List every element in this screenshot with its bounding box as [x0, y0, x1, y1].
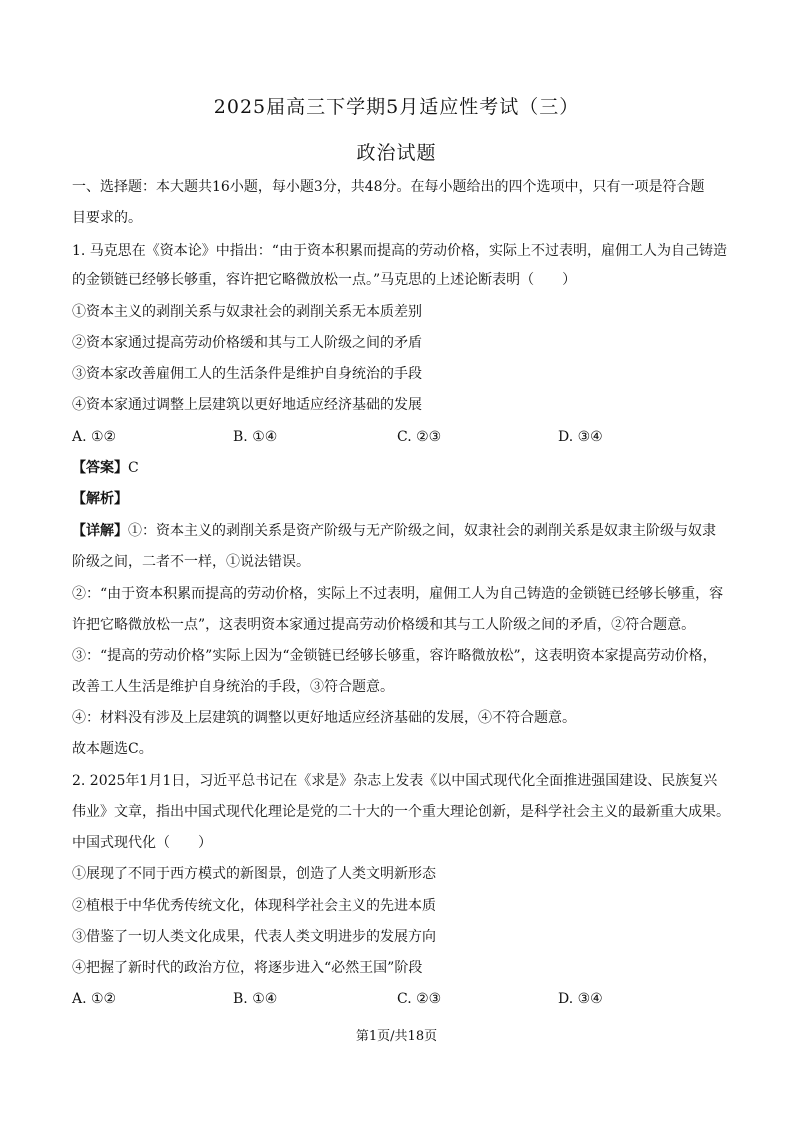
question-2-stem-line-3: 中国式现代化（ ） — [72, 835, 212, 851]
question-1-option-d: D. ③④ — [558, 429, 603, 445]
question-1-statement-3: ③资本家改善雇佣工人的生活条件是维护自身统治的手段 — [72, 366, 422, 382]
detail-2-line-1: ②：“由于资本积累而提高的劳动价格，实际上不过表明，雇佣工人为自己铸造的金锁链已经够长够重，容 — [72, 586, 724, 602]
question-1-statement-1: ①资本主义的剥削关系与奴隶社会的剥削关系无本质差别 — [72, 304, 422, 320]
question-1-stem-line-1: 1. 马克思在《资本论》中指出：“由于资本积累而提高的劳动价格，实际上不过表明，雇佣工人为自己铸造 — [72, 243, 727, 259]
question-2-stem-line-1: 2. 2025年1月1日，习近平总书记在《求是》杂志上发表《以中国式现代化全面推进强国建设、民族复兴 — [72, 773, 718, 789]
question-2-statement-1: ①展现了不同于西方模式的新图景，创造了人类文明新形态 — [72, 866, 436, 882]
question-2-statement-4: ④把握了新时代的政治方位，将逐步进入“必然王国”阶段 — [72, 960, 423, 976]
question-1-option-c: C. ②③ — [397, 429, 442, 445]
question-2-stem-line-2: 伟业》文章，指出中国式现代化理论是党的二十大的一个重大理论创新，是科学社会主义的最新重大成果。 — [72, 804, 730, 820]
question-2-option-b: B. ①④ — [233, 991, 278, 1007]
detail-4: ④：材料没有涉及上层建筑的调整以更好地适应经济基础的发展，④不符合题意。 — [72, 710, 576, 726]
detail-2-line-2: 许把它略微放松一点”，这表明资本家通过提高劳动价格缓和其与工人阶级之间的矛盾，②符合题意。 — [72, 617, 696, 633]
page-title: 2025届高三下学期5月适应性考试（三） — [213, 96, 580, 118]
question-1-statement-4: ④资本家通过调整上层建筑以更好地适应经济基础的发展 — [72, 397, 422, 413]
detail-1-text: ①：资本主义的剥削关系是资产阶级与无产阶级之间，奴隶社会的剥削关系是奴隶主阶级与奴隶 — [128, 523, 716, 539]
question-1-stem-line-2: 的金锁链已经够长够重，容许把它略微放松一点。”马克思的上述论断表明（ ） — [72, 272, 577, 288]
detail-3-line-1: ③：“提高的劳动价格”实际上因为“金锁链已经够长够重，容许略微放松”，这表明资本家提高劳动价格， — [72, 648, 717, 664]
section-instructions-line-2: 目要求的。 — [72, 210, 142, 226]
question-2-statement-2: ②植根于中华优秀传统文化，体现科学社会主义的先进本质 — [72, 898, 436, 914]
question-2-option-d: D. ③④ — [558, 991, 603, 1007]
question-2-option-c: C. ②③ — [397, 991, 442, 1007]
analysis-label: 【解析】 — [72, 491, 128, 507]
answer-label: 【答案】 — [72, 460, 128, 476]
detail-3-line-2: 改善工人生活是维护自身统治的手段，③符合题意。 — [72, 679, 394, 695]
answer-value: C — [128, 460, 139, 476]
page-number-footer: 第1页/共18页 — [355, 1029, 438, 1044]
detail-1-line-1 — [72, 521, 732, 541]
question-1-option-a: A. ①② — [72, 429, 117, 445]
detail-1-line-2: 阶级之间，二者不一样，①说法错误。 — [72, 554, 310, 570]
page-subtitle: 政治试题 — [356, 142, 437, 164]
question-1-conclusion: 故本题选C。 — [72, 741, 153, 757]
question-2-option-a: A. ①② — [72, 991, 117, 1007]
question-2-statement-3: ③借鉴了一切人类文化成果，代表人类文明进步的发展方向 — [72, 929, 436, 945]
question-1-statement-2: ②资本家通过提高劳动价格缓和其与工人阶级之间的矛盾 — [72, 335, 422, 351]
question-1-answer — [72, 458, 732, 478]
section-instructions-line-1: 一、选择题：本大题共16小题，每小题3分，共48分。在每小题给出的四个选项中，只有一项是符合题 — [72, 179, 705, 195]
question-1-option-b: B. ①④ — [233, 429, 278, 445]
detail-label: 【详解】 — [72, 523, 128, 539]
